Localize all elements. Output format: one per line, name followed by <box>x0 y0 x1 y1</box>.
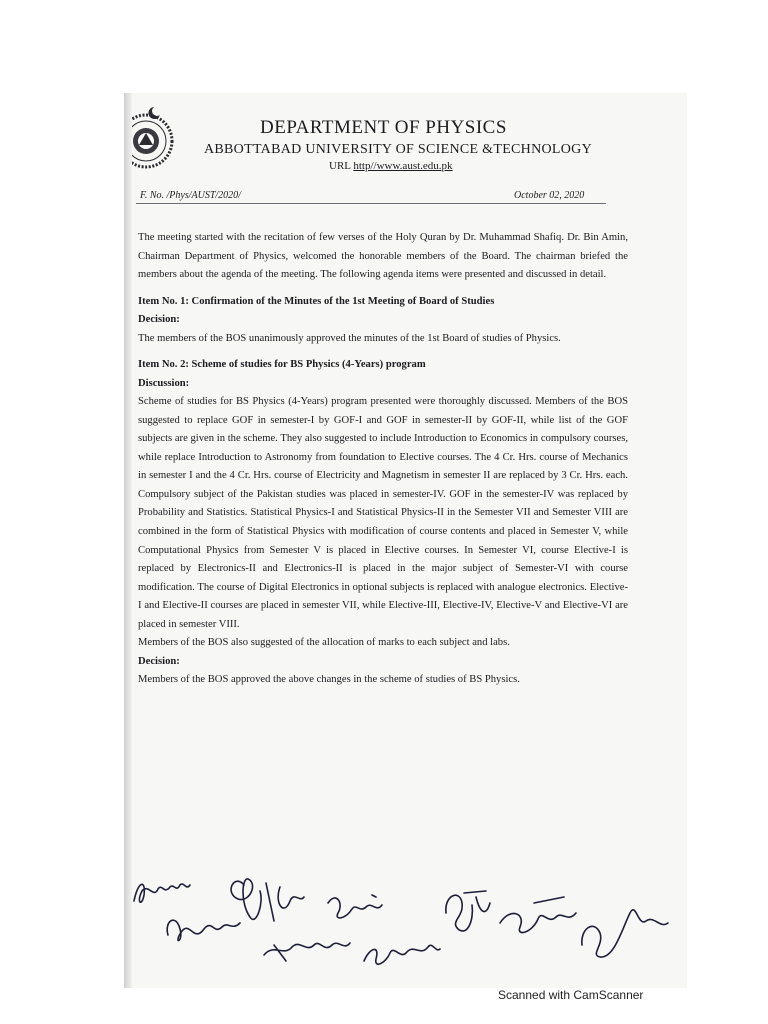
item-1-decision-label: Decision: <box>138 314 180 326</box>
page-edge-shadow <box>124 93 132 988</box>
university-name: ABBOTTABAD UNIVERSITY OF SCIENCE &TECHNOLOGY <box>204 142 593 157</box>
signature-7 <box>446 891 490 931</box>
signature-4 <box>264 943 350 961</box>
item-2-marks-text: Members of the BOS also suggested of the allocation of marks to each subject and labs. <box>138 637 510 649</box>
url-label: URL <box>329 160 351 172</box>
signature-2 <box>167 920 240 940</box>
item-2-decision-label: Decision: <box>138 655 180 667</box>
signature-3 <box>231 879 304 921</box>
letter-date: October 02, 2020 <box>514 190 585 201</box>
minutes-body <box>138 229 628 690</box>
item-1-decision-text: The members of the BOS unanimously approved the minutes of the 1st Board of studies of Physics. <box>138 332 561 344</box>
scanner-watermark: Scanned with CamScanner <box>498 988 644 1002</box>
item-2-discussion-text: Scheme of studies for BS Physics (4-Years) program presented were thoroughly discussed. Members of the BOS suggested to replace GOF in semester-I by GOF-I and GOF in semester-II by GOF-II, while list of the GOF subjects are given in the scheme. They also suggested to include Introduction to Economics in compulsory courses, while replace Introduction to Astronomy from foundation to Elective courses. The 4 Cr. Hrs. course of Mechanics in semester I and the 4 Cr. Hrs. course of Electricity and Magnetism in semester II are replaced by 3 Cr. Hrs. each. Compulsory subject of the Pakistan studies was placed in semester-IV. GOF in the semester-IV was replaced by Probability and Statistics. Statistical Physics-I and Statistical Physics-II in the Semester VII and Semester VIII are combined in the form of Statistical Physics with modification of course contents and placed in Semester V, while Computational Physics from Semester V is placed in Elective courses. In Semester VI, course Elective-I is replaced by Electronics-II and Electronics-II is placed in the major subject of Semester-VI with course modification. The course of Digital Electronics in optional subjects is replaced with analogue electronics. Elective-I and Elective-II courses are placed in semester VII, while Elective-III, Elective-IV, Elective-V and Elective-VI are placed in semester VIII. <box>138 396 628 630</box>
signature-6 <box>364 945 440 964</box>
intro-paragraph: The meeting started with the recitation of few verses of the Holy Quran by Dr. Muhammad Shafiq. Dr. Bin Amin, Chairman Department of Physics, welcomed the honorable members of the Board. The chairman briefed the members about the agenda of the meeting. The following agenda items were presented and discussed in detail. <box>138 232 628 281</box>
item-1-heading: Item No. 1: Confirmation of the Minutes of the 1st Meeting of Board of Studies <box>138 295 495 307</box>
url-link[interactable]: http//www.aust.edu.pk <box>353 160 453 172</box>
signature-8 <box>500 897 576 933</box>
item-2-discussion-label: Discussion: <box>138 377 190 389</box>
department-title: DEPARTMENT OF PHYSICS <box>260 117 507 138</box>
signature-9 <box>582 910 668 957</box>
item-2-heading: Item No. 2: Scheme of studies for BS Physics (4-Years) program <box>138 359 426 371</box>
document-page <box>124 93 687 988</box>
reference-number: F. No. /Phys/AUST/2020/ <box>140 190 241 201</box>
university-seal-icon <box>124 101 182 185</box>
item-2-decision-text: Members of the BOS approved the above changes in the scheme of studies of BS Physics. <box>138 674 520 686</box>
header-divider <box>136 203 606 204</box>
university-url <box>329 160 453 172</box>
signature-5 <box>328 895 382 918</box>
signatures-area <box>124 873 687 988</box>
signature-1 <box>134 884 190 902</box>
